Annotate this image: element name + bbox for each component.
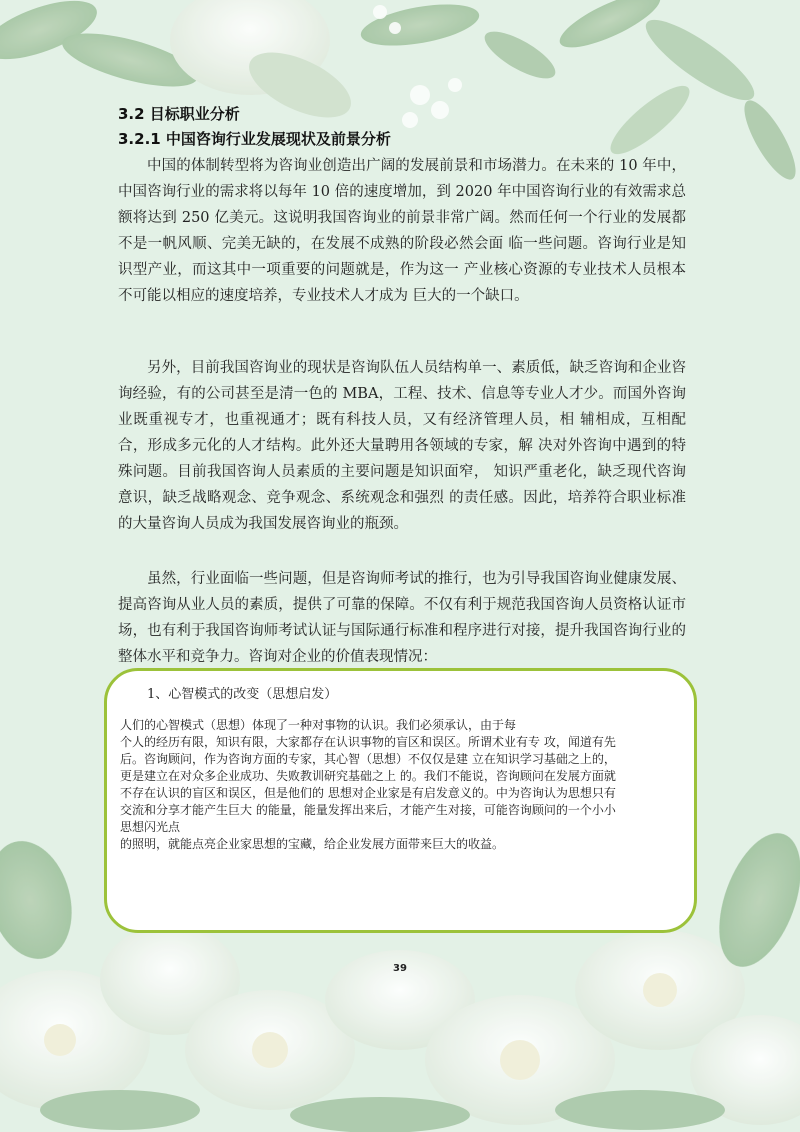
callout-line: 交流和分享才能产生巨大 的能量，能量发挥出来后，才能产生对接，可能咨询顾问的一个小小 — [120, 803, 616, 817]
paragraph-text: 另外，目前我国咨询业的现状是咨询队伍人员结构单一、素质低，缺乏咨询和企业咨询经验，有的公司甚至是清一色的 MBA，工程、技术、信息等专业人才少。而国外咨询业既重视专才，也重视通才；既有科技人员，又有经济管理人员，相 辅相成，互相配合，形成多元化的人才结构。此外还大量聘用各领域的专家，解 决对外咨询中遇到的特殊问题。目前我国咨询人员素质的主要问题是知识面窄， 知识严重老化，缺乏现代咨询意识，缺乏战略观念、竞争观念、系统观念和强烈 的责任感。因此，培养符合职业标准的大量咨询人员成为我国发展咨询业的瓶颈。 — [118, 360, 686, 532]
paragraph-text: 虽然，行业面临一些问题，但是咨询师考试的推行，也为引导我国咨询业健康发展、提高咨询从业人员的素质，提供了可靠的保障。不仅有利于规范我国咨询人员资格认证市场，也有利于我国咨询师考试认证与国际通行标准和程序进行对接，提升我国咨询行业的整体水平和竞争力。咨询对企业的价值表现情况： — [118, 571, 686, 665]
callout-body — [120, 717, 680, 853]
page-number: 39 — [393, 963, 407, 974]
callout-line: 后。咨询顾问，作为咨询方面的专家，其心智（思想）不仅仅是建 立在知识学习基础之上的， — [120, 752, 616, 766]
paragraph-3 — [118, 566, 686, 670]
paragraph-text: 中国的体制转型将为咨询业创造出广阔的发展前景和市场潜力。在未来的 10 年中，中国咨询行业的需求将以每年 10 倍的速度增加，到 2020 年中国咨询行业的有效需求总额将达到 250 亿美元。这说明我国咨询业的前景非常广阔。然而任何一个行业的发展都不是一帆风顺、完美无缺的，在发展不成熟的阶段必然会面 临一些问题。咨询行业是知识型产业，而这其中一项重要的问题就是，作为这一 产业核心资源的专业技术人员根本不可能以相应的速度培养，专业技术人才成为 巨大的一个缺口。 — [118, 158, 686, 304]
subsection-heading: 3.2.1 中国咨询行业发展现状及前景分析 — [118, 130, 391, 148]
callout-box — [104, 668, 697, 933]
paragraph-2 — [118, 355, 686, 537]
callout-title: 1、心智模式的改变（思想启发） — [147, 687, 338, 702]
callout-line: 个人的经历有限，知识有限，大家都存在认识事物的盲区和误区。所谓术业有专 攻，闻道有先 — [120, 735, 616, 749]
callout-line: 人们的心智模式（思想）体现了一种对事物的认识。我们必须承认，由于每 — [120, 718, 517, 732]
callout-line: 不存在认识的盲区和误区，但是他们的 思想对企业家是有启发意义的。中为咨询认为思想只有 — [120, 786, 616, 800]
section-heading: 3.2 目标职业分析 — [118, 105, 240, 123]
paragraph-1 — [118, 153, 686, 309]
callout-line: 更是建立在对众多企业成功、失败教训研究基础之上 的。我们不能说，咨询顾问在发展方面就 — [120, 769, 616, 783]
callout-line: 的照明，就能点亮企业家思想的宝藏，给企业发展方面带来巨大的收益。 — [120, 837, 505, 851]
callout-line: 思想闪光点 — [120, 820, 181, 834]
